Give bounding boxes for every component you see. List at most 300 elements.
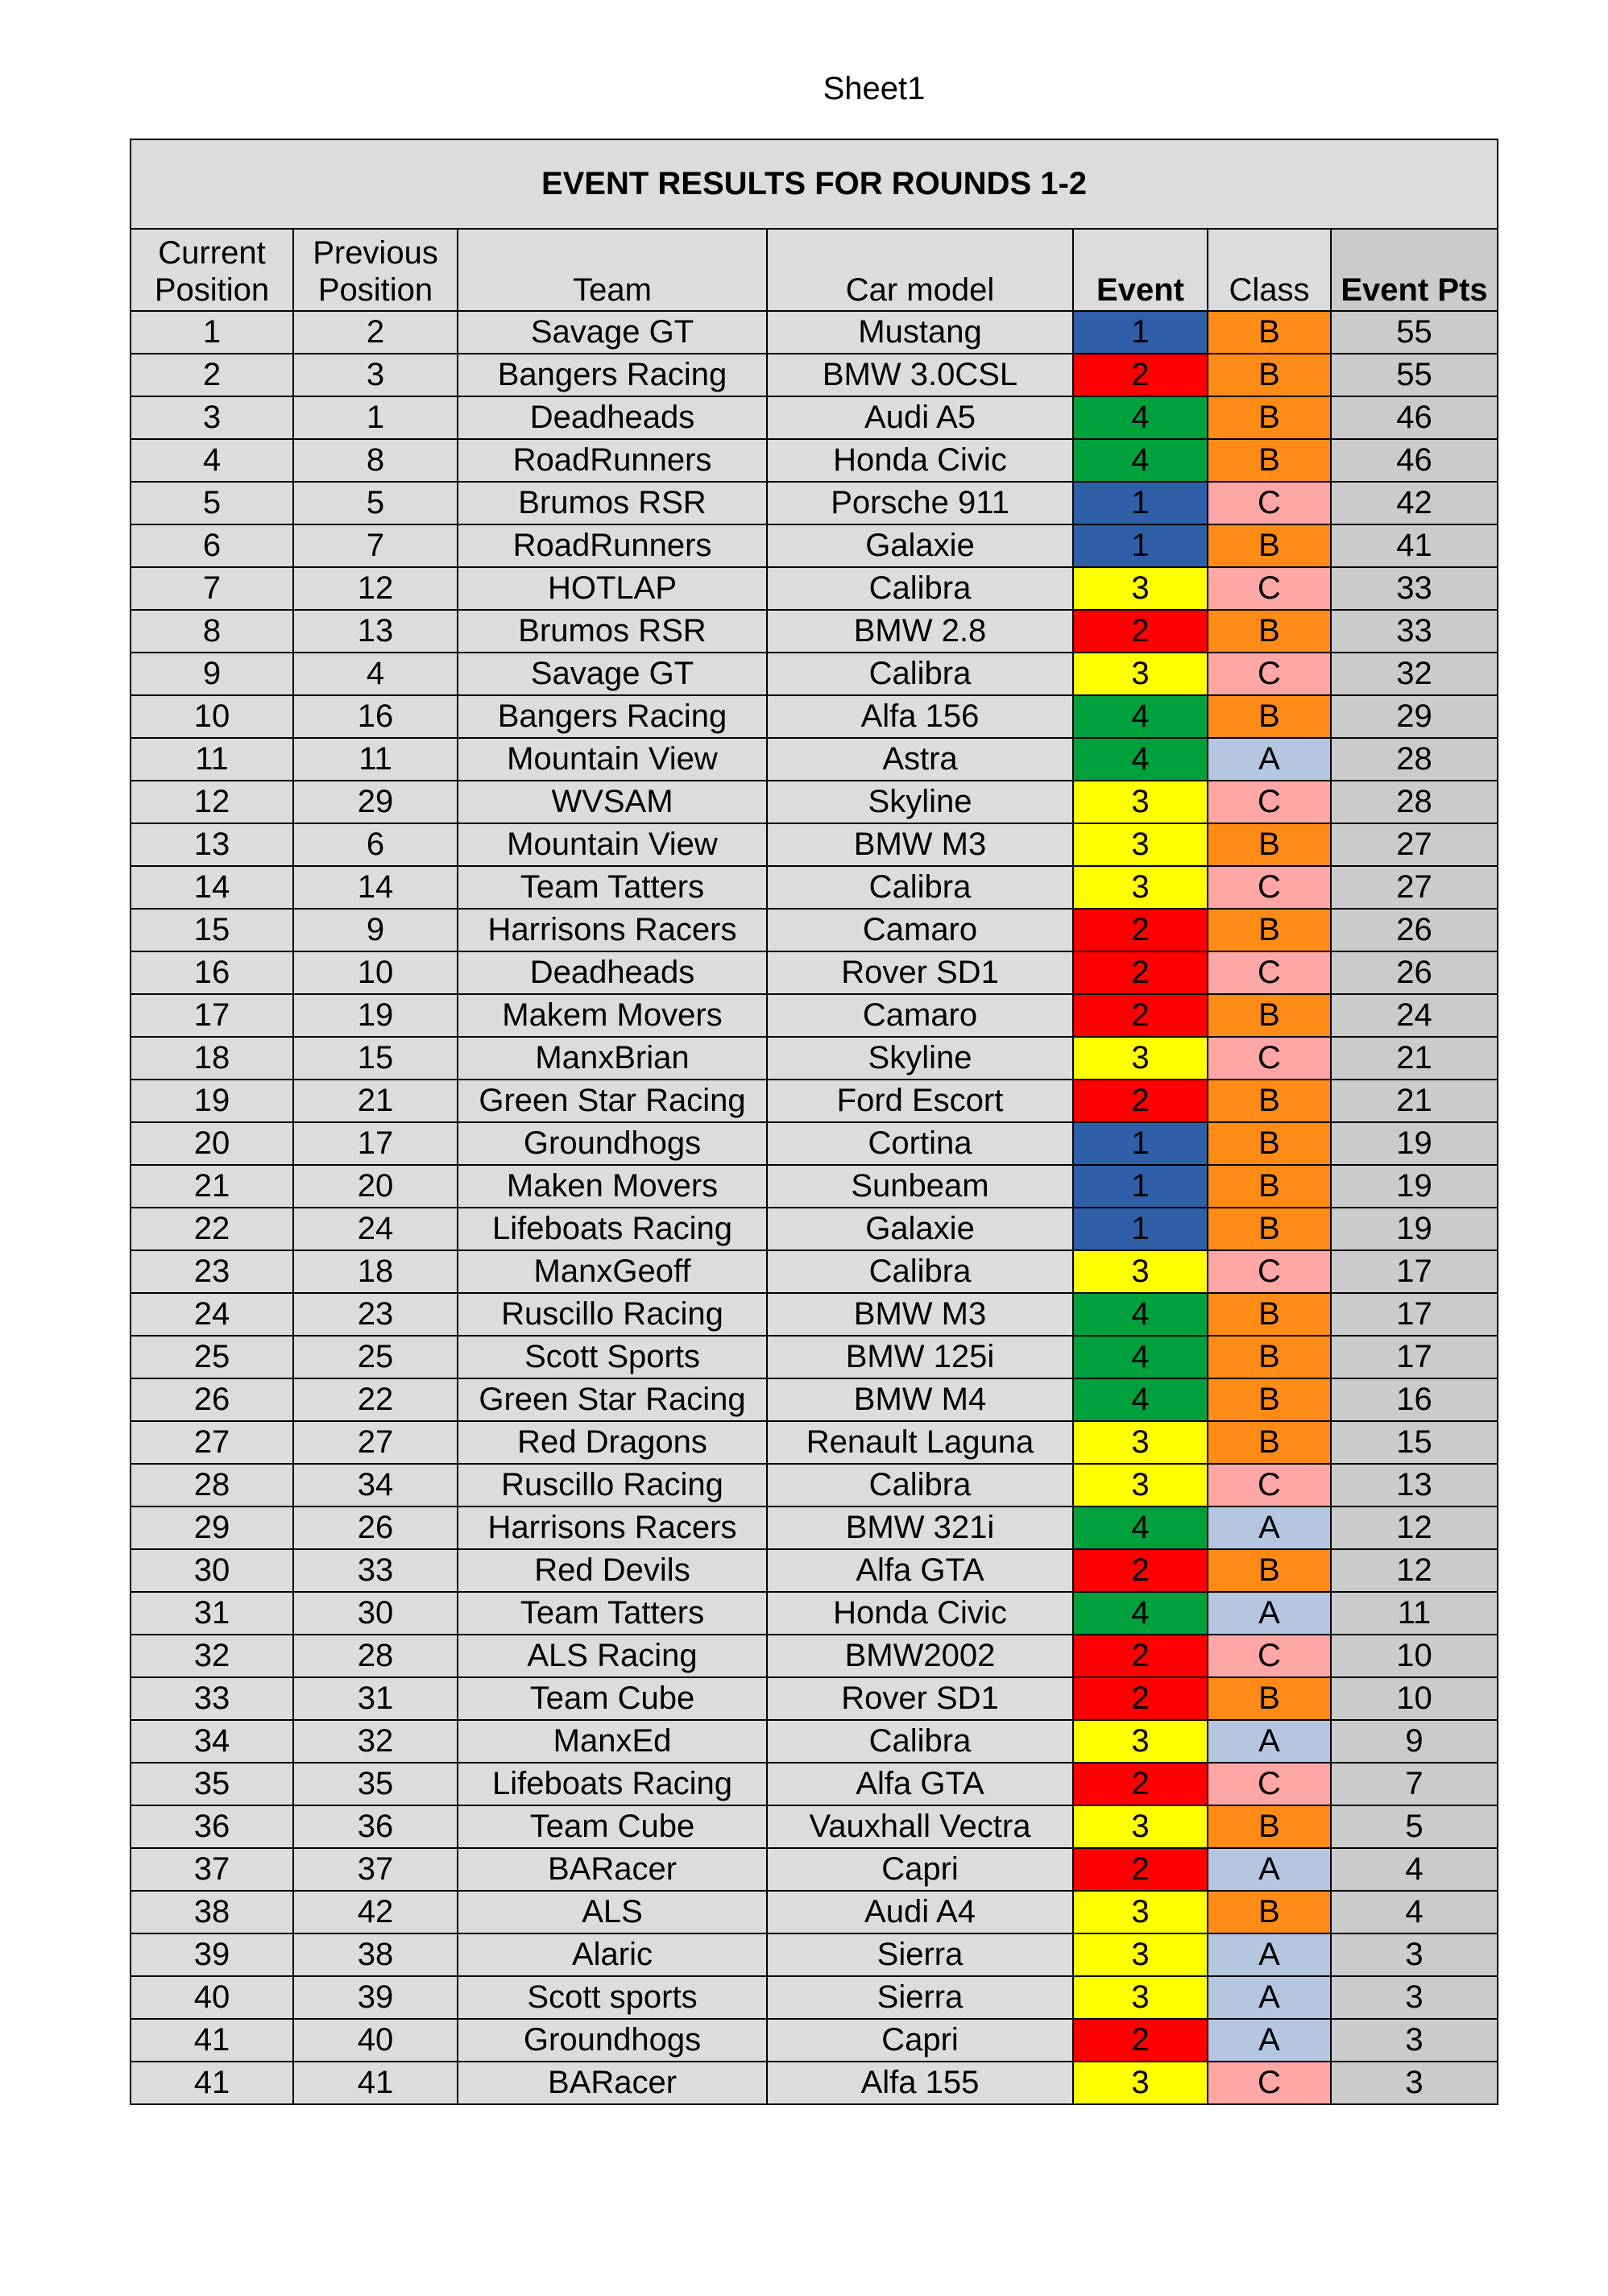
table-row [131,524,1498,567]
event-cell: 2 [1073,1635,1208,1677]
class-cell: B [1208,1891,1331,1933]
current-position-cell: 40 [131,1976,293,2019]
table-title: EVENT RESULTS FOR ROUNDS 1-2 [131,139,1498,229]
current-position-cell: 28 [131,1464,293,1506]
event-cell: 4 [1073,1293,1208,1336]
car-model-cell: Camaro [767,994,1073,1037]
team-cell: RoadRunners [458,524,767,567]
car-model-cell: Alfa GTA [767,1549,1073,1592]
table-row [131,1250,1498,1293]
class-cell: C [1208,482,1331,524]
event-points-cell: 26 [1331,951,1498,994]
event-points-cell: 33 [1331,610,1498,653]
class-cell: A [1208,1848,1331,1891]
class-cell: B [1208,823,1331,866]
event-points-cell: 55 [1331,311,1498,354]
current-position-cell: 12 [131,781,293,823]
class-cell: C [1208,1464,1331,1506]
current-position-cell: 9 [131,653,293,695]
previous-position-cell: 11 [293,738,458,781]
table-row [131,2062,1498,2104]
class-cell: B [1208,1421,1331,1464]
team-cell: Mountain View [458,823,767,866]
event-points-cell: 7 [1331,1763,1498,1805]
table-row [131,653,1498,695]
event-cell: 3 [1073,1933,1208,1976]
car-model-cell: BMW M3 [767,1293,1073,1336]
table-row [131,1763,1498,1805]
car-model-cell: Skyline [767,781,1073,823]
current-position-cell: 38 [131,1891,293,1933]
event-points-cell: 46 [1331,439,1498,482]
table-row [131,1891,1498,1933]
header-current-position: Current Position [131,229,293,311]
current-position-cell: 5 [131,482,293,524]
car-model-cell: BMW M4 [767,1378,1073,1421]
team-cell: Red Devils [458,1549,767,1592]
event-points-cell: 4 [1331,1891,1498,1933]
previous-position-cell: 39 [293,1976,458,2019]
current-position-cell: 1 [131,311,293,354]
previous-position-cell: 30 [293,1592,458,1635]
table-row [131,738,1498,781]
current-position-cell: 29 [131,1506,293,1549]
event-points-cell: 55 [1331,354,1498,396]
team-cell: Green Star Racing [458,1378,767,1421]
event-cell: 3 [1073,823,1208,866]
current-position-cell: 4 [131,439,293,482]
team-cell: Ruscillo Racing [458,1464,767,1506]
team-cell: HOTLAP [458,567,767,610]
class-cell: A [1208,1506,1331,1549]
previous-position-cell: 3 [293,354,458,396]
table-row [131,439,1498,482]
car-model-cell: Calibra [767,1720,1073,1763]
event-points-cell: 15 [1331,1421,1498,1464]
class-cell: B [1208,610,1331,653]
previous-position-cell: 35 [293,1763,458,1805]
event-points-cell: 21 [1331,1080,1498,1122]
team-cell: Groundhogs [458,1122,767,1165]
event-points-cell: 27 [1331,866,1498,909]
table-row [131,1293,1498,1336]
previous-position-cell: 25 [293,1336,458,1378]
class-cell: B [1208,1378,1331,1421]
team-cell: Alaric [458,1933,767,1976]
table-row [131,396,1498,439]
event-points-cell: 19 [1331,1122,1498,1165]
class-cell: A [1208,2019,1331,2062]
class-cell: C [1208,866,1331,909]
event-cell: 2 [1073,610,1208,653]
previous-position-cell: 21 [293,1080,458,1122]
class-cell: B [1208,1208,1331,1250]
table-row [131,1933,1498,1976]
current-position-cell: 7 [131,567,293,610]
current-position-cell: 19 [131,1080,293,1122]
class-cell: B [1208,1549,1331,1592]
table-row [131,1848,1498,1891]
class-cell: C [1208,1037,1331,1080]
team-cell: Brumos RSR [458,482,767,524]
team-cell: Maken Movers [458,1165,767,1208]
table-row [131,311,1498,354]
class-cell: B [1208,1122,1331,1165]
event-cell: 3 [1073,781,1208,823]
car-model-cell: Alfa 156 [767,695,1073,738]
table-row [131,1165,1498,1208]
team-cell: Ruscillo Racing [458,1293,767,1336]
previous-position-cell: 6 [293,823,458,866]
event-points-cell: 17 [1331,1293,1498,1336]
event-points-cell: 10 [1331,1635,1498,1677]
table-row [131,2019,1498,2062]
event-points-cell: 42 [1331,482,1498,524]
team-cell: Lifeboats Racing [458,1208,767,1250]
team-cell: Team Tatters [458,1592,767,1635]
event-cell: 2 [1073,354,1208,396]
class-cell: B [1208,439,1331,482]
event-cell: 4 [1073,1506,1208,1549]
car-model-cell: Calibra [767,1250,1073,1293]
event-cell: 1 [1073,482,1208,524]
event-cell: 2 [1073,2019,1208,2062]
team-cell: ManxGeoff [458,1250,767,1293]
table-row [131,1122,1498,1165]
car-model-cell: Astra [767,738,1073,781]
current-position-cell: 30 [131,1549,293,1592]
results-body [131,311,1498,2104]
table-row [131,781,1498,823]
team-cell: Deadheads [458,951,767,994]
previous-position-cell: 17 [293,1122,458,1165]
class-cell: B [1208,1336,1331,1378]
class-cell: A [1208,738,1331,781]
event-points-cell: 12 [1331,1549,1498,1592]
event-points-cell: 19 [1331,1208,1498,1250]
event-points-cell: 19 [1331,1165,1498,1208]
car-model-cell: Calibra [767,1464,1073,1506]
event-cell: 3 [1073,653,1208,695]
team-cell: Green Star Racing [458,1080,767,1122]
header-previous-position: Previous Position [293,229,458,311]
team-cell: Bangers Racing [458,354,767,396]
table-row [131,1677,1498,1720]
event-cell: 3 [1073,567,1208,610]
event-cell: 1 [1073,1165,1208,1208]
team-cell: Team Tatters [458,866,767,909]
team-cell: RoadRunners [458,439,767,482]
team-cell: ALS Racing [458,1635,767,1677]
table-row [131,1037,1498,1080]
event-points-cell: 10 [1331,1677,1498,1720]
car-model-cell: Porsche 911 [767,482,1073,524]
team-cell: Red Dragons [458,1421,767,1464]
car-model-cell: Sierra [767,1933,1073,1976]
table-row [131,1976,1498,2019]
previous-position-cell: 23 [293,1293,458,1336]
event-cell: 2 [1073,951,1208,994]
results-table [130,139,1498,2105]
event-points-cell: 32 [1331,653,1498,695]
event-points-cell: 3 [1331,2019,1498,2062]
class-cell: A [1208,1592,1331,1635]
team-cell: Team Cube [458,1677,767,1720]
previous-position-cell: 9 [293,909,458,951]
class-cell: B [1208,994,1331,1037]
previous-position-cell: 31 [293,1677,458,1720]
event-cell: 1 [1073,1122,1208,1165]
team-cell: BARacer [458,2062,767,2104]
previous-position-cell: 24 [293,1208,458,1250]
team-cell: ALS [458,1891,767,1933]
team-cell: WVSAM [458,781,767,823]
event-points-cell: 16 [1331,1378,1498,1421]
event-cell: 2 [1073,994,1208,1037]
class-cell: A [1208,1933,1331,1976]
car-model-cell: Alfa 155 [767,2062,1073,2104]
previous-position-cell: 2 [293,311,458,354]
previous-position-cell: 40 [293,2019,458,2062]
team-cell: Bangers Racing [458,695,767,738]
event-points-cell: 11 [1331,1592,1498,1635]
current-position-cell: 21 [131,1165,293,1208]
team-cell: ManxEd [458,1720,767,1763]
event-cell: 3 [1073,1720,1208,1763]
event-points-cell: 3 [1331,1933,1498,1976]
team-cell: Harrisons Racers [458,909,767,951]
event-points-cell: 3 [1331,2062,1498,2104]
header-team: Team [458,229,767,311]
current-position-cell: 32 [131,1635,293,1677]
event-cell: 4 [1073,1592,1208,1635]
current-position-cell: 20 [131,1122,293,1165]
team-cell: Groundhogs [458,2019,767,2062]
current-position-cell: 11 [131,738,293,781]
team-cell: Lifeboats Racing [458,1763,767,1805]
table-row [131,1506,1498,1549]
current-position-cell: 34 [131,1720,293,1763]
team-cell: Mountain View [458,738,767,781]
event-cell: 4 [1073,695,1208,738]
previous-position-cell: 38 [293,1933,458,1976]
car-model-cell: BMW 125i [767,1336,1073,1378]
current-position-cell: 2 [131,354,293,396]
event-cell: 4 [1073,1378,1208,1421]
car-model-cell: Capri [767,2019,1073,2062]
class-cell: B [1208,524,1331,567]
table-row [131,482,1498,524]
header-class: Class [1208,229,1331,311]
team-cell: ManxBrian [458,1037,767,1080]
car-model-cell: Audi A4 [767,1891,1073,1933]
event-cell: 3 [1073,1976,1208,2019]
class-cell: C [1208,951,1331,994]
header-event: Event [1073,229,1208,311]
event-points-cell: 13 [1331,1464,1498,1506]
table-row [131,1805,1498,1848]
table-row [131,610,1498,653]
team-cell: Scott sports [458,1976,767,2019]
event-cell: 1 [1073,524,1208,567]
car-model-cell: Audi A5 [767,396,1073,439]
event-points-cell: 12 [1331,1506,1498,1549]
table-row [131,909,1498,951]
event-cell: 2 [1073,1848,1208,1891]
current-position-cell: 16 [131,951,293,994]
class-cell: B [1208,311,1331,354]
previous-position-cell: 12 [293,567,458,610]
current-position-cell: 25 [131,1336,293,1378]
event-points-cell: 29 [1331,695,1498,738]
car-model-cell: Cortina [767,1122,1073,1165]
previous-position-cell: 13 [293,610,458,653]
previous-position-cell: 7 [293,524,458,567]
current-position-cell: 35 [131,1763,293,1805]
current-position-cell: 24 [131,1293,293,1336]
class-cell: C [1208,781,1331,823]
table-row [131,354,1498,396]
class-cell: B [1208,396,1331,439]
previous-position-cell: 22 [293,1378,458,1421]
previous-position-cell: 19 [293,994,458,1037]
event-points-cell: 46 [1331,396,1498,439]
current-position-cell: 36 [131,1805,293,1848]
car-model-cell: Rover SD1 [767,951,1073,994]
team-cell: BARacer [458,1848,767,1891]
current-position-cell: 3 [131,396,293,439]
car-model-cell: BMW 2.8 [767,610,1073,653]
event-points-cell: 28 [1331,781,1498,823]
previous-position-cell: 4 [293,653,458,695]
previous-position-cell: 26 [293,1506,458,1549]
header-event-points: Event Pts [1331,229,1498,311]
current-position-cell: 27 [131,1421,293,1464]
team-cell: Savage GT [458,311,767,354]
car-model-cell: Skyline [767,1037,1073,1080]
table-row [131,951,1498,994]
car-model-cell: Honda Civic [767,439,1073,482]
event-points-cell: 17 [1331,1336,1498,1378]
event-cell: 3 [1073,1464,1208,1506]
car-model-cell: Galaxie [767,524,1073,567]
event-points-cell: 33 [1331,567,1498,610]
current-position-cell: 23 [131,1250,293,1293]
car-model-cell: Calibra [767,653,1073,695]
previous-position-cell: 20 [293,1165,458,1208]
event-cell: 4 [1073,1336,1208,1378]
team-cell: Deadheads [458,396,767,439]
event-cell: 2 [1073,909,1208,951]
car-model-cell: Camaro [767,909,1073,951]
previous-position-cell: 36 [293,1805,458,1848]
previous-position-cell: 41 [293,2062,458,2104]
previous-position-cell: 14 [293,866,458,909]
class-cell: B [1208,1805,1331,1848]
table-row [131,695,1498,738]
car-model-cell: Ford Escort [767,1080,1073,1122]
event-points-cell: 28 [1331,738,1498,781]
previous-position-cell: 8 [293,439,458,482]
event-points-cell: 21 [1331,1037,1498,1080]
car-model-cell: Capri [767,1848,1073,1891]
car-model-cell: Rover SD1 [767,1677,1073,1720]
car-model-cell: Renault Laguna [767,1421,1073,1464]
class-cell: B [1208,1677,1331,1720]
team-cell: Savage GT [458,653,767,695]
table-row [131,1720,1498,1763]
event-cell: 4 [1073,396,1208,439]
event-points-cell: 9 [1331,1720,1498,1763]
team-cell: Scott Sports [458,1336,767,1378]
event-points-cell: 5 [1331,1805,1498,1848]
current-position-cell: 26 [131,1378,293,1421]
current-position-cell: 8 [131,610,293,653]
class-cell: A [1208,1976,1331,2019]
current-position-cell: 17 [131,994,293,1037]
event-cell: 4 [1073,738,1208,781]
table-row [131,1592,1498,1635]
previous-position-cell: 16 [293,695,458,738]
event-cell: 2 [1073,1549,1208,1592]
current-position-cell: 6 [131,524,293,567]
table-row [131,823,1498,866]
event-cell: 2 [1073,1763,1208,1805]
table-row [131,1378,1498,1421]
previous-position-cell: 37 [293,1848,458,1891]
class-cell: B [1208,909,1331,951]
table-row [131,866,1498,909]
event-cell: 3 [1073,1037,1208,1080]
current-position-cell: 15 [131,909,293,951]
previous-position-cell: 32 [293,1720,458,1763]
table-row [131,1080,1498,1122]
previous-position-cell: 42 [293,1891,458,1933]
event-cell: 1 [1073,311,1208,354]
car-model-cell: Calibra [767,866,1073,909]
previous-position-cell: 33 [293,1549,458,1592]
event-cell: 3 [1073,2062,1208,2104]
table-row [131,1635,1498,1677]
event-points-cell: 17 [1331,1250,1498,1293]
previous-position-cell: 10 [293,951,458,994]
event-cell: 3 [1073,1891,1208,1933]
table-row [131,994,1498,1037]
event-cell: 1 [1073,1208,1208,1250]
current-position-cell: 41 [131,2062,293,2104]
table-row [131,1208,1498,1250]
class-cell: B [1208,354,1331,396]
table-row [131,1464,1498,1506]
table-row [131,1549,1498,1592]
event-cell: 3 [1073,1805,1208,1848]
sheet-name: Sheet1 [823,71,926,106]
car-model-cell: Calibra [767,567,1073,610]
car-model-cell: Honda Civic [767,1592,1073,1635]
class-cell: C [1208,653,1331,695]
event-points-cell: 24 [1331,994,1498,1037]
class-cell: B [1208,695,1331,738]
car-model-cell: BMW M3 [767,823,1073,866]
class-cell: C [1208,1250,1331,1293]
previous-position-cell: 1 [293,396,458,439]
car-model-cell: BMW 321i [767,1506,1073,1549]
car-model-cell: BMW2002 [767,1635,1073,1677]
event-cell: 2 [1073,1080,1208,1122]
table-row [131,1421,1498,1464]
previous-position-cell: 15 [293,1037,458,1080]
car-model-cell: Vauxhall Vectra [767,1805,1073,1848]
